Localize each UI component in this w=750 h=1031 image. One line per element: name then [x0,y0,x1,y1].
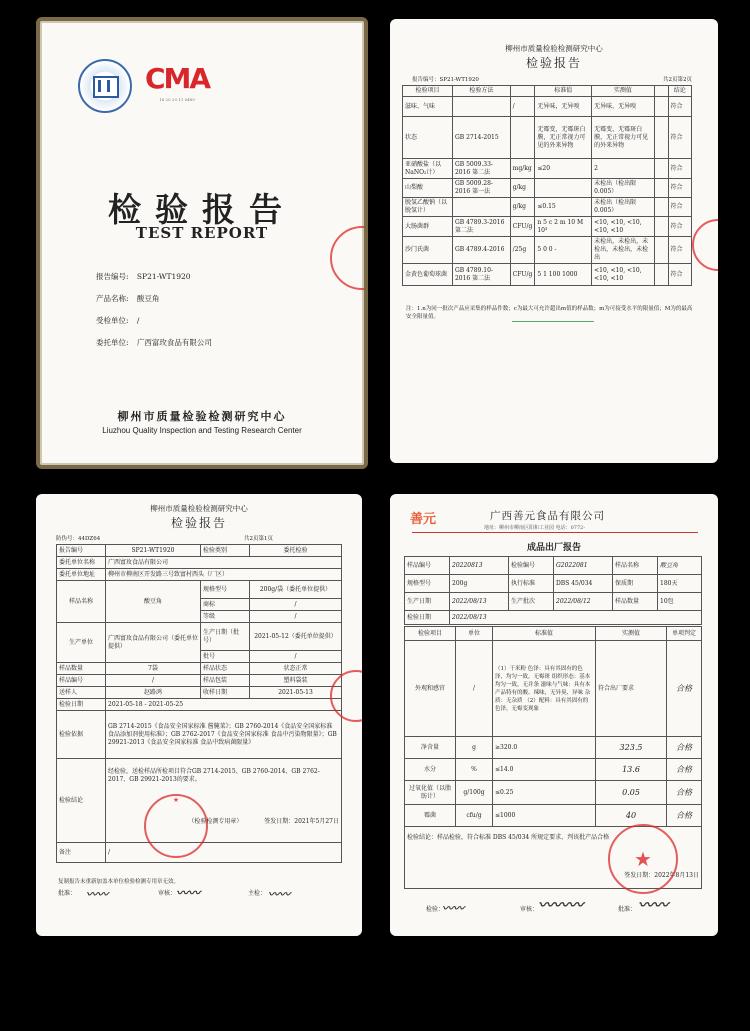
results-table [402,85,692,286]
cma-logo: CMA 18 20 20 11 0489 [144,62,210,102]
report2-note: 注：1.n为同一批次产品应采集的样品件数；c为最大可允许超出m值的样品数；m为可接受水平的限量值；M为的最高安全限量值。 [406,306,693,320]
cover-title-en: TEST REPORT [135,224,269,242]
cover-field-client: 委托单位: 广西富玫食品有限公司 [96,338,212,347]
table-row: 样品编号 20220813 检验编号 G2022081 样品名称 酸豆角 [405,557,702,575]
report3-doc-no: 防伪号：44DZ64 [56,536,101,542]
table-row: 滋味、气味 / 无异味，无异嗅 无异味，无异嗅 符合 [403,97,692,117]
cover-org-en: Liuzhou Quality Inspection and Testing Research Center [102,426,302,435]
table-row: 样品编号 / 样品包装 塑料袋装 [57,675,342,687]
table-row: 过氧化值（以脂肪计） g/100g ≤0.25 0.05 合格 [405,781,702,805]
table-row: 检验日期 2022/08/13 [405,611,702,625]
report2-title: 检验报告 [525,56,582,70]
table-row: 亚硝酸盐（以NaNO₂计） GB 5009.33-2016 第二法 mg/kg ≤20 2 符合 [403,159,692,179]
table-row: 送样人 赵路鸿 收样日期 2021-05-13 [57,687,342,699]
cover-title-cn: 检验报告 [108,190,296,229]
table-row: 规格型号 200g 执行标准 DBS 45/034 保质期 180天 [405,575,702,593]
cover-field-report-no: 报告编号: SP21-WT1920 [96,272,191,281]
table-row: 检验依据 GB 2714-2015《食品安全国家标准 酱腌菜》；GB 2760-2014《食品安全国家标准 食品添加剂使用标准》；GB 2762-2017《食品安全国家标准 食品中污染物限量》；GB 29921-2013《食品安全国家标准 食品中致病菌限量》 [57,711,342,759]
report2-page: 共2页第2页 [663,77,692,83]
cover-field-product: 产品名称: 酸豆角 [96,294,160,303]
table-row: 检验项目 单位 标准值 实测值 单项判定 [405,627,702,641]
table-row: 商标 / [57,599,342,611]
brand-logo: 善元 [410,512,437,527]
report3-inspection-seal: ★ [144,794,208,858]
report2-divider [512,321,594,322]
table-row: 外观和感官 / （1）干米粉 色泽：具有其固有的色泽，均匀一致，无霉斑 组织形态：基本均匀一致，无并条 滋味与气味：具有本产品特有的酸、辣味，无异臭、异味 杂质：无杂质 （2）配料：具有其固有的色泽，无霉变现象 符合出厂要求 合格 [405,641,702,737]
signature-mark: 〰〰 [176,886,201,900]
table-row: 备注 / [57,843,342,863]
factory-report-panel: 善元 广西善元食品有限公司 地址：柳州市柳南区阳和工业园 电话：0772- 成品出厂报告 样品编号 20220813 检验编号 G2022081 样品名称 酸豆角 规格型号 200g 执行标准 DBS 45/034 保质期 180天 生产日期 2022/08/13 生产批次 2022/08/12 样品数量 10包 检验日期 2022/08/13 检验项目 单位 标准值 实测值 单项判定 外观和感官 / （1）干米粉 色泽：具有其固有的色泽，均匀一致，无霉斑 组织形态：基本均匀一致，无并条 滋味与气味：具有本产品特有的酸、辣味，无异臭、异味 杂质：无杂质 （2）配料：具有其固有的色泽，无霉变现象 符合出厂要求 合格 净含量 g ≥320.0 323.5 合格 水分 % ≤14.0 13.6 合格 过氧化值（以脂肪计） g/100g ≤0.25 0.05 合格 霉菌 cfu/g ≤1000 40 合格 检验结论：样品检验，符合标准 DBS 45/034 所规定要求，判该批产品合格 签发日期：2022年8月13日 ★ 检验： 审核： 批准： 〰〰 〰〰〰 〰〰 [390,494,718,936]
report2-org: 柳州市质量检验检测研究中心 [505,44,603,53]
report2-side-seal [692,219,718,271]
report-info-panel: 柳州市质量检验检测研究中心 检验报告 防伪号：44DZ64 共2页第1页 报告编号 SP21-WT1920 检验类别 委托检验 委托单位名称 广西富玫食品有限公司 委托单位地址 柳州市柳南区开发路三号致富村西头（厂区） 样品名称 酸豆角 规格型号 200g/袋（委托单位提供） 商标 / 等级 / 生产单位 广西富玫食品有限公司（委托单位提供） 生产日期（批号） 2021-05-12（委托单位提供） 批号 / 样品数量 7袋 样品状态 状态正常 样品编号 / 样品包装 塑料袋装 送样人 赵路鸿 收样日期 2021-05-13 检验日期 2021-05-18 - 2021-05-25 检验依据 GB 2714-2015《食品安全国家标准 酱腌菜》；GB 2760-2014《食品安全国家标准 食品添加剂使用标准》；GB 2762-2017《食品安全国家标准 食品中污染物限量》；GB 29921-2013《食品安全国家标准 食品中致病菌限量》 检验结论 经检验，送检样品所检项目符合GB 2714-2015、GB 2760-2014、GB 2762-2017、GB 29921-2013的要求。 （检验检测专用章） 签发日期：2021年5月27日 备注 / ★ 复制报告未重新加盖本单位检验检测专用章无效。 批准： 审核： 主检： 〰〰 〰〰 〰〰 [36,494,362,936]
table-row: 等级 / [57,611,342,623]
report4-address: 地址：柳州市柳南区阳和工业园 电话：0772- [484,525,586,531]
table-row: 检验日期 2021-05-18 - 2021-05-25 [57,699,342,711]
report3-org: 柳州市质量检验检测研究中心 [150,504,248,513]
table-row: 委托单位地址 柳州市柳南区开发路三号致富村西头（厂区） [57,569,342,581]
signature-mark: 〰〰 [442,902,464,915]
table-row: 水分 % ≤14.0 13.6 合格 [405,759,702,781]
signature-mark: 〰〰 [268,888,290,901]
signature-mark: 〰〰 [638,896,669,914]
table-row: 委托单位名称 广西富玫食品有限公司 [57,557,342,569]
table-row: 脱氢乙酸钠（以脱氢计） g/kg ≤0.15 未检出（检出限0.005） 符合 [403,198,692,217]
report4-divider [412,532,698,533]
cover-org-cn: 柳州市质量检验检测研究中心 [117,410,287,423]
table-row: 沙门氏菌 GB 4789.4-2016 /25g 5 0 0 - 未检出，未检出，未检出，未检出，未检出 符合 [403,237,692,264]
report-cover-panel [36,17,368,469]
report4-company: 广西善元食品有限公司 [490,510,605,522]
table-row: 样品数量 7袋 样品状态 状态正常 [57,663,342,675]
institution-logo [78,59,132,113]
factory-info-table [404,556,702,625]
table-row: 样品名称 酸豆角 规格型号 200g/袋（委托单位提供） [57,581,342,599]
table-row: 状态 GB 2714-2015 无霉变，无霉斑白膜，无正常视力可见的外来异物 无霉变，无霉斑白膜，无正常视力可见的外来异物 符合 [403,117,692,159]
report3-footer: 复制报告未重新加盖本单位检验检测专用章无效。 [58,879,180,885]
report-results-panel [390,19,718,463]
results-header-row: 检验项目 检验方法 标准值 实测值 结论 [403,86,692,97]
cover-field-inspected-unit: 受检单位: / [96,316,140,325]
signature-mark: 〰〰〰 [538,896,584,914]
report3-title: 检验报告 [170,516,227,530]
table-row: 检验结论：样品检验，符合标准 DBS 45/034 所规定要求，判该批产品合格 签发日期：2022年8月13日 [405,827,702,889]
signature-mark: 〰〰 [86,888,108,901]
table-row: 生产单位 广西富玫食品有限公司（委托单位提供） 生产日期（批号） 2021-05-12（委托单位提供） [57,623,342,651]
report2-no: 报告编号：SP21-WT1920 [412,77,479,83]
report4-title: 成品出厂报告 [526,543,581,553]
report3-page: 共2页第1页 [244,536,273,542]
table-row: 报告编号 SP21-WT1920 检验类别 委托检验 [57,545,342,557]
table-row: 批号 / [57,651,342,663]
table-row: 金黄色葡萄球菌 GB 4789.10-2016 第二法 CFU/g 5 1 100 1000 <10, <10, <10, <10, <10 符合 [403,264,692,286]
table-row: 山梨酸 GB 5009.28-2016 第一法 g/kg 未检出（检出限0.005） 符合 [403,179,692,198]
table-row: 霉菌 cfu/g ≤1000 40 合格 [405,805,702,827]
company-seal: ★ [608,824,678,894]
table-row: 生产日期 2022/08/13 生产批次 2022/08/12 样品数量 10包 [405,593,702,611]
table-row: 净含量 g ≥320.0 323.5 合格 [405,737,702,759]
table-row: 检验结论 经检验，送检样品所检项目符合GB 2714-2015、GB 2760-2014、GB 2762-2017、GB 29921-2013的要求。 （检验检测专用章） 签发日期：2021年5月27日 [57,759,342,843]
table-row: 大肠菌群 GB 4789.3-2016 第二法 CFU/g n 5 c 2 m 10 M 10³ <10, <10, <10, <10, <10 符合 [403,217,692,237]
